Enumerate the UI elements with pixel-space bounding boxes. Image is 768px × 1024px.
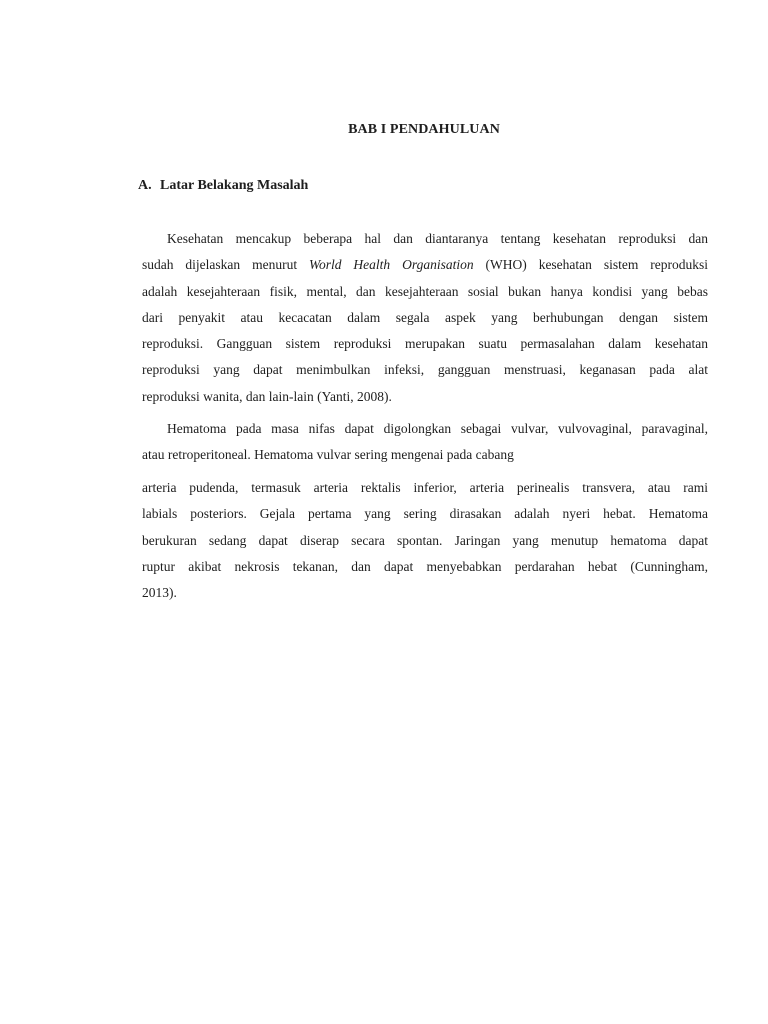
paragraph-line: 2013). xyxy=(142,585,177,601)
text-run: sudah dijelaskan menurut xyxy=(142,257,309,273)
italic-term: World Health Organisation xyxy=(309,257,474,273)
section-title: Latar Belakang Masalah xyxy=(160,178,309,193)
paragraph-hematoma xyxy=(142,416,708,469)
paragraph-kesehatan xyxy=(142,226,708,410)
paragraph-line: reproduksi yang dapat menimbulkan infeksi, gangguan menstruasi, keganasan pada alat xyxy=(142,362,708,378)
paragraph-line: dari penyakit atau kecacatan dalam segala aspek yang berhubungan dengan sistem xyxy=(142,309,708,325)
paragraph-line: Hematoma pada masa nifas dapat digolongkan sebagai vulvar, vulvovaginal, paravaginal, xyxy=(167,421,708,436)
paragraph-line: arteria pudenda, termasuk arteria rektalis inferior, arteria perinealis transvera, atau rami xyxy=(142,480,708,495)
section-number: A. xyxy=(138,178,152,193)
paragraph-line xyxy=(142,252,708,278)
text-run: (WHO) kesehatan sistem reproduksi xyxy=(473,257,708,273)
paragraph-line: ruptur akibat nekrosis tekanan, dan dapat menyebabkan perdarahan hebat (Cunningham, xyxy=(142,558,708,574)
paragraph-line: reproduksi wanita, dan lain-lain (Yanti, 2008). xyxy=(142,388,392,404)
section-heading xyxy=(138,178,308,194)
paragraph-line: Kesehatan mencakup beberapa hal dan diantaranya tentang kesehatan reproduksi dan xyxy=(167,231,708,246)
paragraph-arteria xyxy=(142,475,708,606)
paragraph-line: reproduksi. Gangguan sistem reproduksi merupakan suatu permasalahan dalam kesehatan xyxy=(142,336,708,352)
paragraph-line: adalah kesejahteraan fisik, mental, dan kesejahteraan sosial bukan hanya kondisi yang bebas xyxy=(142,283,708,299)
chapter-title: BAB I PENDAHULUAN xyxy=(348,122,500,137)
paragraph-line: atau retroperitoneal. Hematoma vulvar sering mengenai pada cabang xyxy=(142,447,514,463)
paragraph-line: berukuran sedang dapat diserap secara spontan. Jaringan yang menutup hematoma dapat xyxy=(142,532,708,548)
paragraph-line: labials posteriors. Gejala pertama yang sering dirasakan adalah nyeri hebat. Hematoma xyxy=(142,506,708,522)
